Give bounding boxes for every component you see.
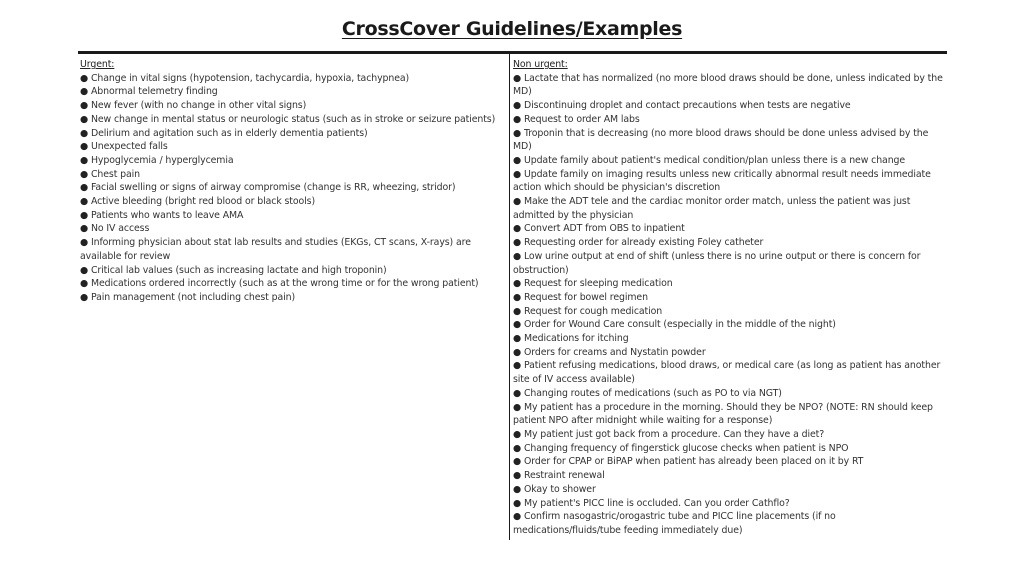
list-item: ● Convert ADT from OBS to inpatient — [513, 223, 685, 235]
list-item: ● Changing routes of medications (such as PO to via NGT) — [513, 387, 782, 399]
list-item: ● Critical lab values (such as increasing lactate and high troponin) — [80, 264, 387, 276]
list-item-text: Troponin that is decreasing (no more blood draws should be done unless advised by the MD) — [513, 127, 929, 153]
list-item: ● New change in mental status or neurologic status (such as in stroke or seizure patients) — [80, 113, 496, 125]
title-rule — [78, 51, 947, 54]
list-item-text: Changing frequency of fingerstick glucose checks when patient is NPO — [523, 442, 849, 454]
list-item-text: Chest pain — [90, 168, 141, 180]
list-item: ● My patient's PICC line is occluded. Can you order Cathflo? — [513, 497, 790, 509]
list-item-text: Medications for itching — [523, 333, 629, 345]
list-item: ● Request to order AM labs — [513, 113, 640, 125]
list-item: ● Okay to shower — [513, 483, 596, 495]
non-urgent-list — [513, 72, 945, 538]
list-item: ● No IV access — [80, 223, 150, 235]
urgent-heading: Urgent: — [80, 59, 115, 70]
list-item: ● Orders for creams and Nystatin powder — [513, 346, 706, 358]
list-item: ● New fever (with no change in other vital signs) — [80, 100, 307, 112]
list-item: ● My patient has a procedure in the morning. Should they be NPO? (NOTE: RN should keep patient NPO after midnight while waiting for a response) — [513, 401, 933, 427]
list-item: ● Update family about patient's medical condition/plan unless there is a new change — [513, 154, 906, 166]
list-item: ● Order for Wound Care consult (especially in the middle of the night) — [513, 319, 836, 331]
list-item-text: Informing physician about stat lab results and studies (EKGs, CT scans, X-rays) are available for review — [80, 237, 471, 262]
list-item-text: New fever (with no change in other vital signs) — [90, 100, 307, 112]
list-item-text: Request for cough medication — [523, 305, 663, 317]
list-item-text: Active bleeding (bright red blood or black stools) — [90, 196, 316, 208]
list-item: ● Chest pain — [80, 168, 141, 180]
list-item-text: My patient has a procedure in the morning. Should they be NPO? (NOTE: RN should keep patient NPO after midnight while waiting for a response) — [513, 401, 933, 427]
list-item: ● Low urine output at end of shift (unless there is no urine output or there is concern for obstruction) — [513, 250, 921, 276]
list-item: ● Patients who wants to leave AMA — [80, 209, 244, 221]
list-item-text: Restraint renewal — [523, 470, 605, 482]
list-item-text: Unexpected falls — [90, 141, 168, 153]
list-item: ● Restraint renewal — [513, 470, 605, 482]
list-item-text: Order for Wound Care consult (especially in the middle of the night) — [523, 319, 836, 331]
list-item-text: Medications ordered incorrectly (such as at the wrong time or for the wrong patient) — [90, 278, 479, 290]
list-item-text: My patient's PICC line is occluded. Can you order Cathflo? — [523, 497, 790, 509]
list-item-text: Request to order AM labs — [523, 113, 640, 125]
list-item: ● Request for bowel regimen — [513, 291, 648, 303]
list-item: ● Abnormal telemetry finding — [80, 86, 218, 98]
list-item-text: Critical lab values (such as increasing lactate and high troponin) — [90, 264, 387, 276]
list-item-text: Update family on imaging results unless new critically abnormal result needs immediate action which should be physician's discretion — [513, 168, 931, 194]
list-item: ● Changing frequency of fingerstick glucose checks when patient is NPO — [513, 442, 849, 454]
list-item: ● Active bleeding (bright red blood or black stools) — [80, 196, 316, 208]
list-item: ● Order for CPAP or BiPAP when patient has already been placed on it by RT — [513, 456, 864, 468]
list-item: ● My patient just got back from a procedure. Can they have a diet? — [513, 428, 825, 440]
list-item: ● Confirm nasogastric/orogastric tube and PICC line placements (if no medications/fluids/tube feeding immediately due) — [513, 511, 836, 536]
list-item-text: Patient refusing medications, blood draws, or medical care (as long as patient has another site of IV access available) — [513, 360, 941, 386]
list-item: ● Unexpected falls — [80, 141, 168, 153]
list-item-text: Change in vital signs (hypotension, tachycardia, hypoxia, tachypnea) — [90, 72, 410, 84]
list-item: ● Change in vital signs (hypotension, tachycardia, hypoxia, tachypnea) — [80, 72, 410, 84]
list-item: ● Lactate that has normalized (no more blood draws should be done, unless indicated by the MD) — [513, 72, 943, 98]
urgent-column — [80, 58, 510, 305]
list-item: ● Facial swelling or signs of airway compromise (change is RR, wheezing, stridor) — [80, 182, 456, 194]
list-item: ● Troponin that is decreasing (no more blood draws should be done unless advised by the MD) — [513, 127, 929, 153]
urgent-list — [80, 72, 510, 305]
list-item: ● Delirium and agitation such as in elderly dementia patients) — [80, 127, 368, 139]
list-item: ● Make the ADT tele and the cardiac monitor order match, unless the patient was just admitted by the physician — [513, 196, 911, 221]
list-item-text: Confirm nasogastric/orogastric tube and PICC line placements (if no medications/fluids/tube feeding immediately due) — [513, 511, 836, 536]
list-item-text: Order for CPAP or BiPAP when patient has already been placed on it by RT — [523, 456, 864, 468]
list-item-text: Patients who wants to leave AMA — [90, 209, 244, 221]
non-urgent-heading: Non urgent: — [513, 59, 568, 70]
list-item-text: Hypoglycemia / hyperglycemia — [90, 154, 234, 166]
list-item-text: Convert ADT from OBS to inpatient — [523, 223, 685, 235]
list-item-text: New change in mental status or neurologic status (such as in stroke or seizure patients) — [90, 113, 496, 125]
page-title: CrossCover Guidelines/Examples — [341, 18, 683, 40]
non-urgent-column — [513, 58, 945, 538]
list-item-text: Abnormal telemetry finding — [90, 86, 218, 98]
list-item: ● Patient refusing medications, blood draws, or medical care (as long as patient has another site of IV access available) — [513, 360, 941, 386]
list-item-text: Pain management (not including chest pain) — [90, 291, 296, 303]
list-item: ● Update family on imaging results unless new critically abnormal result needs immediate action which should be physician's discretion — [513, 168, 931, 194]
list-item-text: Update family about patient's medical condition/plan unless there is a new change — [523, 154, 906, 166]
list-item-text: Request for sleeping medication — [523, 278, 673, 290]
list-item: ● Discontinuing droplet and contact precautions when tests are negative — [513, 100, 851, 112]
list-item-text: Changing routes of medications (such as PO to via NGT) — [523, 387, 782, 399]
list-item-text: Discontinuing droplet and contact precautions when tests are negative — [523, 100, 851, 112]
list-item-text: Low urine output at end of shift (unless there is no urine output or there is concern for obstruction) — [513, 250, 921, 276]
list-item-text: Okay to shower — [523, 483, 596, 495]
list-item-text: Make the ADT tele and the cardiac monitor order match, unless the patient was just admitted by the physician — [513, 196, 911, 221]
list-item-text: Facial swelling or signs of airway compromise (change is RR, wheezing, stridor) — [90, 182, 456, 194]
list-item: ● Medications ordered incorrectly (such as at the wrong time or for the wrong patient) — [80, 278, 479, 290]
list-item: ● Requesting order for already existing Foley catheter — [513, 237, 764, 249]
list-item-text: Lactate that has normalized (no more blood draws should be done, unless indicated by the MD) — [513, 72, 943, 98]
list-item-text: No IV access — [90, 223, 150, 235]
list-item: ● Medications for itching — [513, 333, 629, 345]
list-item-text: Requesting order for already existing Foley catheter — [523, 237, 764, 249]
list-item: ● Request for cough medication — [513, 305, 663, 317]
list-item: ● Pain management (not including chest pain) — [80, 291, 296, 303]
list-item-text: Delirium and agitation such as in elderly dementia patients) — [90, 127, 368, 139]
list-item-text: Request for bowel regimen — [523, 291, 648, 303]
list-item-text: My patient just got back from a procedure. Can they have a diet? — [523, 428, 825, 440]
list-item: ● Hypoglycemia / hyperglycemia — [80, 154, 234, 166]
list-item: ● Request for sleeping medication — [513, 278, 673, 290]
list-item: ● Informing physician about stat lab results and studies (EKGs, CT scans, X-rays) are available for review — [80, 237, 471, 262]
list-item-text: Orders for creams and Nystatin powder — [523, 346, 706, 358]
